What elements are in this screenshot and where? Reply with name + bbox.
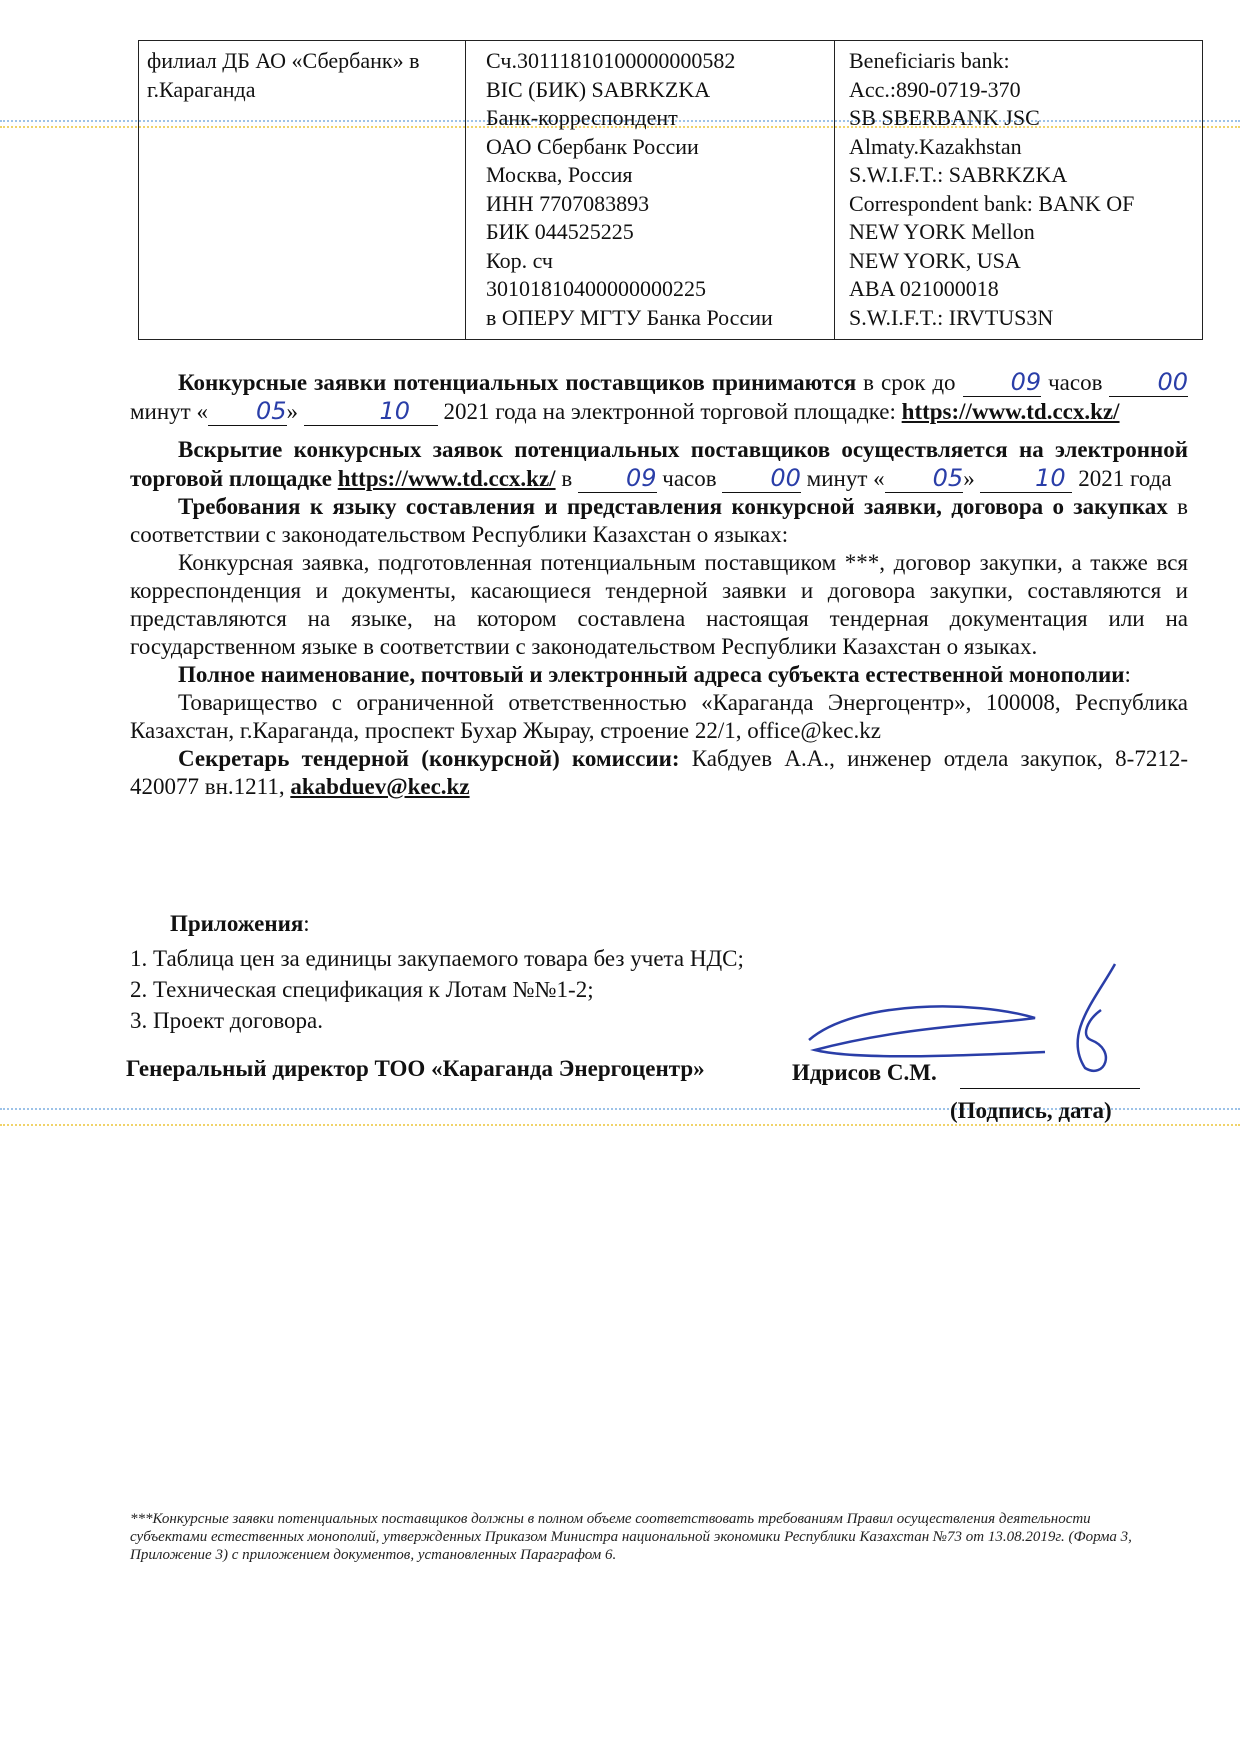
text: минут «	[800, 466, 885, 491]
text: :	[1124, 662, 1131, 687]
deadline-minute: 00	[1109, 368, 1188, 397]
signature-caption: (Подпись, дата)	[950, 1098, 1112, 1123]
table-cell-line: Сч.30111810100000000582	[486, 48, 736, 73]
table-cell-line: Correspondent bank: BANK OF	[849, 190, 1135, 216]
text: »	[963, 466, 981, 491]
bank-name-cell	[139, 41, 466, 340]
opening-day: 05	[885, 464, 964, 493]
table-cell-line: Almaty.Kazakhstan	[849, 133, 1022, 159]
table-cell-line: BIC (БИК) SABRKZKA	[486, 76, 711, 102]
opening-paragraph	[130, 436, 1188, 493]
trading-platform-link[interactable]: https://www.td.ccx.kz/	[901, 399, 1120, 424]
table-cell-line: ИНН 7707083893	[486, 190, 650, 216]
secretary-info	[130, 745, 1188, 801]
table-cell-line: Beneficiaris bank:	[849, 48, 1010, 73]
text: 2021 года на электронной торговой площадке:	[437, 399, 902, 424]
footnote: ***Конкурсные заявки потенциальных поставщиков должны в полном объеме соответствовать требованиям Правил осуществления деятельности субъектами естественных монополий, утвержденных Приказом Министра национальной экономики Республики Казахстан №73 от 13.08.2019г. (Форма 3, Приложение 3) с приложением документов, установленных Параграфом 6.	[130, 1511, 1132, 1563]
decorative-line-bottom	[0, 1124, 1240, 1126]
text: Кабдуев А.А., инженер отдела закупок, 8-7212-420077 вн.1211,	[130, 746, 1188, 799]
opening-minute: 00	[722, 464, 801, 493]
signature-line	[960, 1088, 1140, 1089]
opening-heading: Вскрытие конкурсных заявок потенциальных поставщиков осуществляется на электронной торговой площадке	[130, 437, 1188, 491]
table-cell-line: Москва, Россия	[486, 162, 633, 187]
attachments-section	[130, 908, 744, 1036]
entity-info	[130, 661, 1188, 689]
bank-details-table	[138, 40, 1203, 340]
table-cell-line: Acc.:890-0719-370	[849, 76, 1021, 102]
table-cell-line: ОАО Сбербанк России	[486, 133, 699, 159]
table-cell-line: Кор. сч	[486, 247, 553, 273]
submission-deadline-paragraph	[130, 368, 1188, 426]
table-cell-line: г.Караганда	[147, 76, 256, 102]
secretary-email-link[interactable]: akabduev@kec.kz	[290, 774, 470, 799]
text: минут «	[130, 399, 208, 424]
director-title: Генеральный директор ТОО «Караганда Энергоцентр»	[126, 1056, 705, 1081]
attachment-item: 1. Таблица цен за единицы закупаемого товара без учета НДС;	[130, 946, 744, 971]
beneficiary-bank-cell	[835, 41, 1203, 340]
document-body	[130, 368, 1188, 801]
text: Приложения	[170, 911, 304, 936]
opening-hour: 09	[578, 464, 657, 493]
entity-address: Товарищество с ограниченной ответственностью «Караганда Энергоцентр», 100008, Республика Казахстан, г.Караганда, проспект Бухар Жырау, строение 22/1, office@kec.kz	[130, 690, 1188, 743]
language-paragraph: Конкурсная заявка, подготовленная потенциальным поставщиком ***, договор закупки, а также вся корреспонденция и документы, касающиеся тендерной заявки и договора закупки, составляются и представляются на языке, на котором составлена настоящая тендерная документация или на государственном языке в соответствии с законодательством Республики Казахстан о языках.	[130, 550, 1188, 659]
text: в	[555, 466, 578, 491]
table-cell-line: S.W.I.F.T.: SABRKZKA	[849, 162, 1068, 187]
table-cell-line: БИК 044525225	[486, 219, 634, 244]
signer-name: Идрисов С.М.	[792, 1060, 937, 1085]
text: в срок до	[856, 370, 963, 395]
table-cell-line: NEW YORK, USA	[849, 247, 1021, 273]
secretary-heading: Секретарь тендерной (конкурсной) комиссии:	[178, 746, 680, 771]
attachments-title	[130, 908, 744, 939]
text: 2021 года	[1072, 466, 1172, 491]
table-cell-line: филиал ДБ АО «Сбербанк» в	[147, 48, 420, 73]
text: часов	[1041, 370, 1110, 395]
table-cell-line: S.W.I.F.T.: IRVTUS3N	[849, 304, 1054, 330]
text: :	[303, 911, 310, 936]
text: часов	[656, 466, 723, 491]
language-heading: Требования к языку составления и представления конкурсной заявки, договора о закупках	[178, 494, 1168, 519]
table-cell-line: NEW YORK Mellon	[849, 219, 1035, 244]
table-cell-line: в ОПЕРУ МГТУ Банка России	[486, 304, 773, 330]
deadline-hour: 09	[963, 368, 1042, 397]
trading-platform-link[interactable]: https://www.td.ccx.kz/	[337, 466, 556, 491]
text: в соответствии с законодательством Республики Казахстан о языках:	[130, 494, 1188, 547]
deadline-month: 10	[304, 397, 438, 426]
deadline-heading: Конкурсные заявки потенциальных поставщиков принимаются	[178, 370, 857, 395]
bank-account-cell	[466, 41, 835, 340]
attachment-item: 2. Техническая спецификация к Лотам №№1-2;	[130, 977, 594, 1002]
table-cell-line: 30101810400000000225	[486, 276, 706, 301]
text: »	[286, 399, 304, 424]
deadline-day: 05	[208, 397, 287, 426]
entity-heading: Полное наименование, почтовый и электронный адреса субъекта естественной монополии	[178, 662, 1125, 687]
table-cell-line: SB SBERBANK JSC	[849, 105, 1040, 130]
language-requirements	[130, 493, 1188, 549]
opening-month: 10	[980, 464, 1072, 493]
table-cell-line: Банк-корреспондент	[486, 105, 678, 130]
table-cell-line: ABA 021000018	[849, 276, 999, 301]
attachment-item: 3. Проект договора.	[130, 1008, 323, 1033]
